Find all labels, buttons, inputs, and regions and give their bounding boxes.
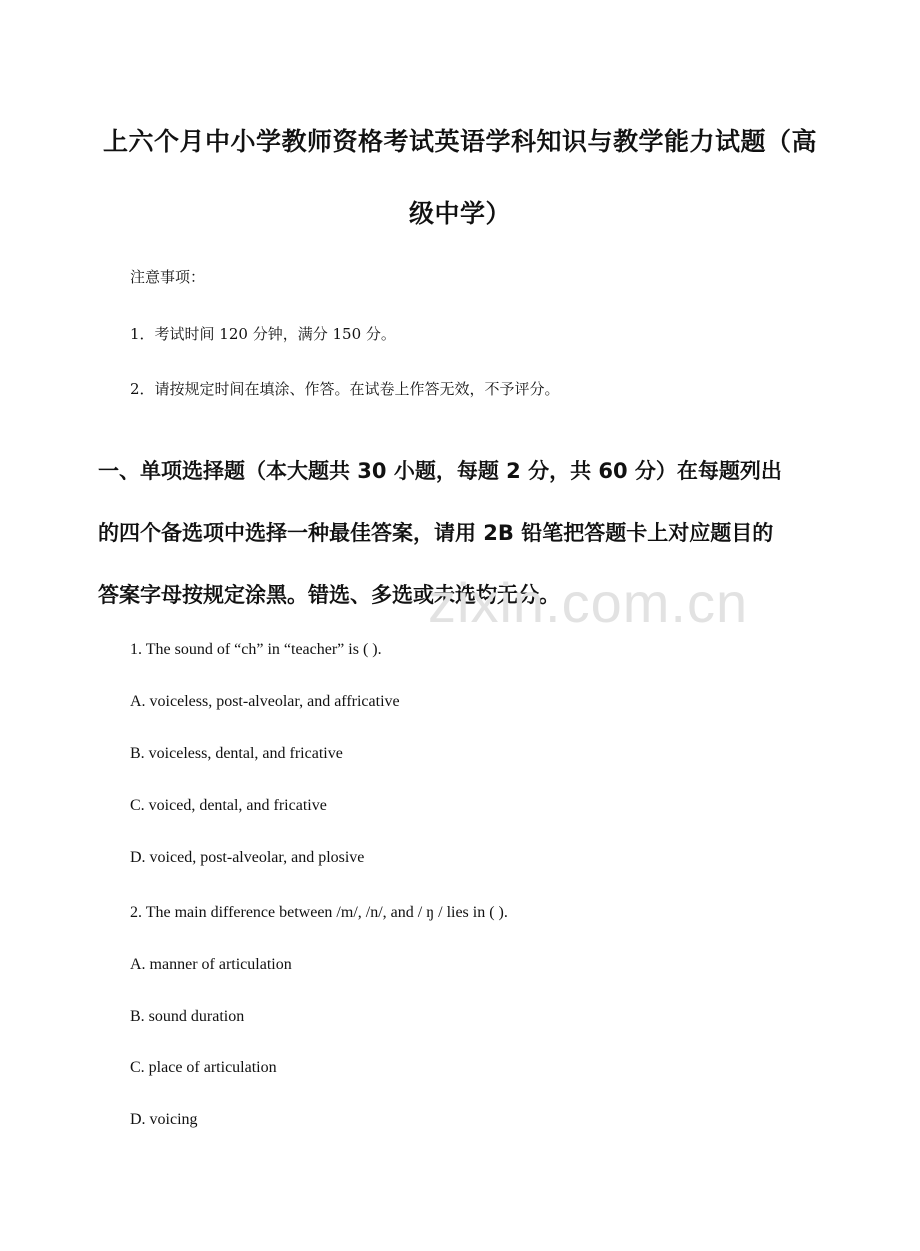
question-2-option-c: C. place of articulation: [130, 1059, 277, 1076]
note-item-2: 2．请按规定时间在填涂、作答。在试卷上作答无效，不予评分。: [130, 380, 560, 398]
question-2-option-b: B. sound duration: [130, 1008, 245, 1025]
question-2-option-d: D. voicing: [130, 1111, 198, 1128]
section-heading-line-2: 的四个备选项中选择一种最佳答案，请用 2B 铅笔把答题卡上对应题目的: [98, 521, 774, 545]
notes-heading: 注意事项：: [130, 268, 206, 286]
question-2-option-a: A. manner of articulation: [130, 956, 292, 973]
document-title-line-1: 上六个月中小学教师资格考试英语学科知识与教学能力试题（高: [102, 127, 817, 156]
watermark: zixin.com.cn: [428, 571, 749, 634]
section-heading: [98, 440, 818, 626]
question-2-stem: 2. The main difference between /m/, /n/, and / ŋ / lies in ( ).: [130, 904, 508, 921]
question-1-option-b: B. voiceless, dental, and fricative: [130, 745, 343, 762]
document-title-line-2: 级中学）: [408, 199, 511, 228]
question-1-option-a: A. voiceless, post-alveolar, and affricative: [130, 693, 400, 710]
section-heading-line-1: 一、单项选择题（本大题共 30 小题，每题 2 分，共 60 分）在每题列出: [98, 459, 782, 483]
note-item-1: 1．考试时间 120 分钟，满分 150 分。: [130, 325, 396, 343]
section-heading-line-3: 答案字母按规定涂黑。错选、多选或未选均无分。: [98, 583, 560, 607]
question-1-option-d: D. voiced, post-alveolar, and plosive: [130, 849, 365, 866]
question-1-stem: 1. The sound of “ch” in “teacher” is ( ).: [130, 641, 382, 658]
question-1-option-c: C. voiced, dental, and fricative: [130, 797, 327, 814]
